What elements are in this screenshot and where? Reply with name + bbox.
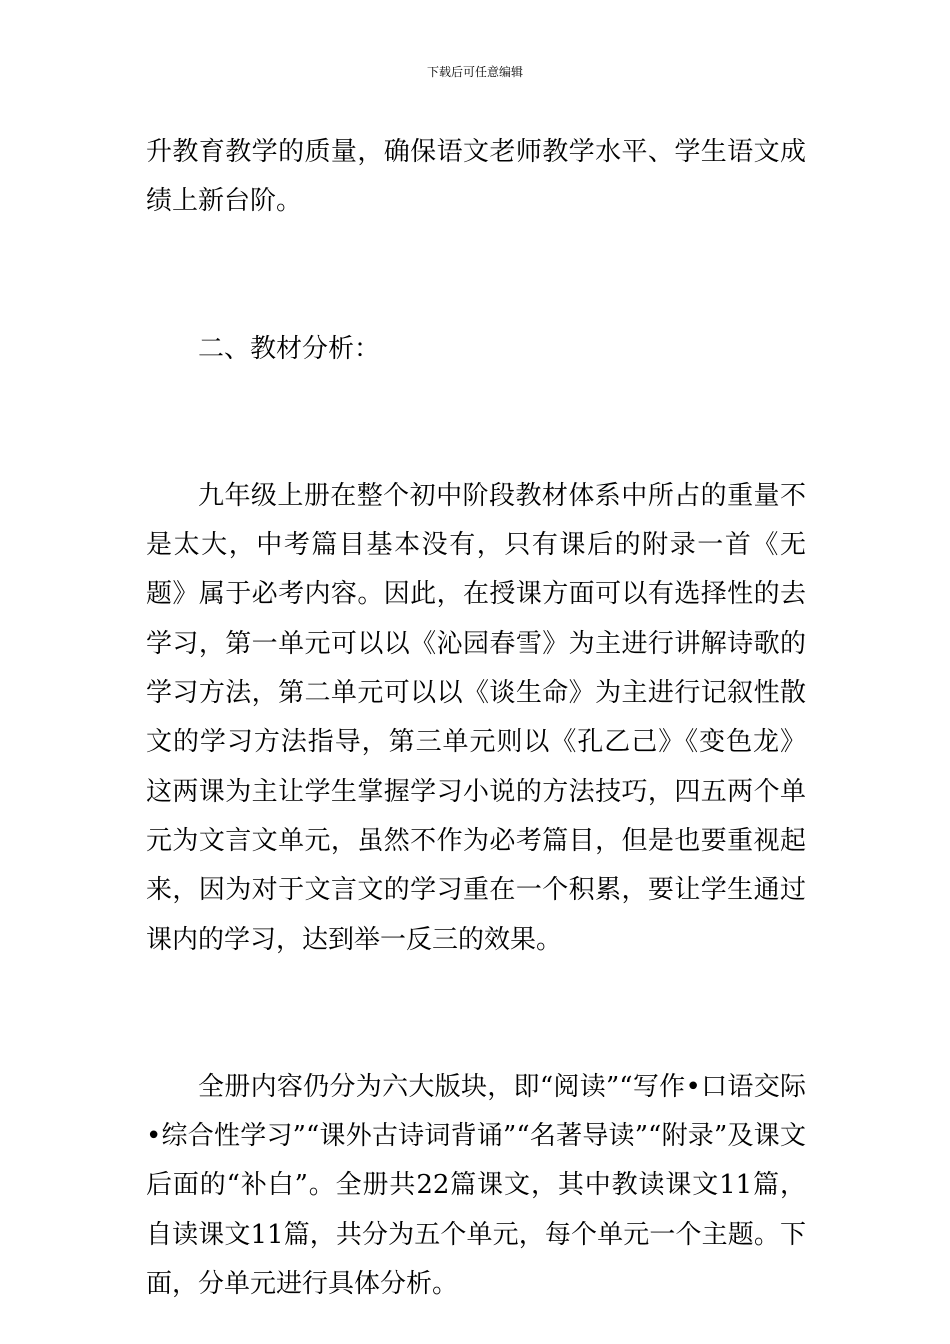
paragraph-book-structure: 全册内容仍分为六大版块，即“阅读”“写作•口语交际•综合性学习”“课外古诗词背诵”“名著导读”“附录”及课文后面的“补白”。全册共22篇课文，其中教读课文11篇，自读课文11篇，共分为五个单元，每个单元一个主题。下面，分单元进行具体分析。 xyxy=(146,1071,806,1300)
document-body xyxy=(146,128,806,1309)
paragraph-intro-continuation: 升教育教学的质量，确保语文老师教学水平、学生语文成绩上新台阶。 xyxy=(146,137,806,217)
paragraph-gap xyxy=(146,374,806,472)
paragraph-gap xyxy=(146,227,806,325)
paragraph-gap xyxy=(146,965,806,1063)
section-heading-textbook-analysis: 二、教材分析： xyxy=(198,333,381,364)
page-header: 下载后可任意编辑 xyxy=(426,65,523,79)
paragraph-grade-nine-overview: 九年级上册在整个初中阶段教材体系中所占的重量不是太大，中考篇目基本没有，只有课后的附录一首《无题》属于必考内容。因此，在授课方面可以有选择性的去学习，第一单元可以以《沁园春雪》为主进行讲解诗歌的学习方法，第二单元可以以《谈生命》为主进行记叙性散文的学习方法指导，第三单元则以《孔乙己》《变色龙》这两课为主让学生掌握学习小说的方法技巧，四五两个单元为文言文单元，虽然不作为必考篇目，但是也要重视起来，因为对于文言文的学习重在一个积累，要让学生通过课内的学习，达到举一反三的效果。 xyxy=(146,480,806,955)
